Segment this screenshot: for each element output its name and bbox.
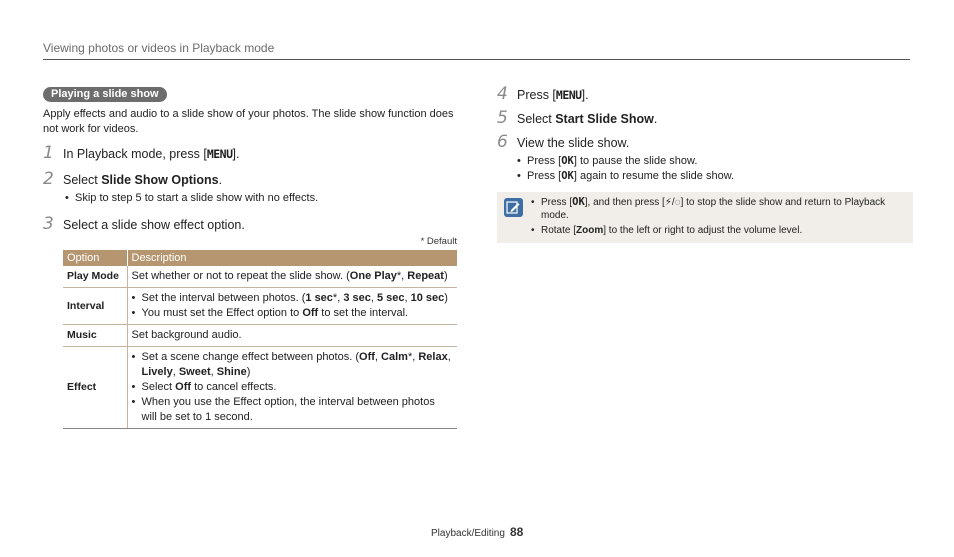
column-header: Option [63,250,127,266]
table-row [63,325,457,347]
table-header-row [63,250,457,266]
options-table [63,250,457,429]
ok-button-icon: OK [561,155,574,167]
step-text: Select Start Slide Show. [517,112,658,126]
section-title: Playing a slide show [43,87,167,102]
note-pencil-icon [504,198,523,217]
menu-button-icon: MENU [206,147,233,161]
option-description: Set whether or not to repeat the slide show. (One Play*, Repeat) [127,266,457,288]
step-bullet: • Press [OK] to pause the slide show. [517,155,698,167]
step-text: In Playback mode, press [MENU]. [63,147,240,161]
flash-timer-icon: ⚡/◌ [664,197,681,208]
right-column [497,84,913,182]
step-2 [43,169,457,189]
step-4 [497,84,913,104]
note-box [497,192,913,243]
step-number: 3 [43,214,54,234]
option-description: • Set a scene change effect between photos. (Off, Calm*, Relax, Lively, Sweet, Shine) • Select Off to cancel effects. • When you use the Effect option, the interval between photos will be set to 1 second. [127,347,457,429]
step-number: 5 [497,108,508,128]
step-number: 4 [497,84,508,104]
note-text: • Press [OK], and then press [⚡/◌] to stop the slide show and return to Playback mode. • Rotate [Zoom] to the left or right to adjust the volume level. [531,196,886,236]
left-column [43,84,457,429]
step-number: 1 [43,143,54,163]
option-name: Effect [63,347,127,429]
option-name: Interval [63,288,127,325]
menu-button-icon: MENU [555,88,582,102]
option-name: Play Mode [63,266,127,288]
table-row [63,288,457,325]
step-6 [497,132,913,152]
step-1 [43,143,457,163]
intro-paragraph: Apply effects and audio to a slide show of your photos. The slide show function does not work for videos. [43,108,454,135]
option-name: Music [63,325,127,347]
step-bullet: • Press [OK] again to resume the slide show. [517,170,735,182]
default-note: * Default [420,236,457,247]
column-header: Description [127,250,457,266]
step-bullet: • Skip to step 5 to start a slide show with no effects. [65,192,319,204]
page-footer [431,525,523,539]
footer-section: Playback/Editing [431,528,505,539]
step-text: Select Slide Show Options. [63,173,223,187]
step-number: 2 [43,169,54,189]
table-row [63,347,457,429]
option-description: • Set the interval between photos. (1 sec*, 3 sec, 5 sec, 10 sec) • You must set the Effect option to Off to set the interval. [127,288,457,325]
step-text: View the slide show. [517,136,630,150]
page-number: 88 [509,525,524,539]
ok-button-icon: OK [572,196,585,208]
step-number: 6 [497,132,508,152]
step-text: Select a slide show effect option. [63,218,245,232]
step-text: Press [MENU]. [517,88,589,102]
table-row [63,266,457,288]
running-header: Viewing photos or videos in Playback mode [43,41,275,55]
step-3 [43,214,457,234]
ok-button-icon: OK [561,170,574,182]
step-5 [497,108,913,128]
option-description: Set background audio. [127,325,457,347]
header-divider [43,59,910,60]
